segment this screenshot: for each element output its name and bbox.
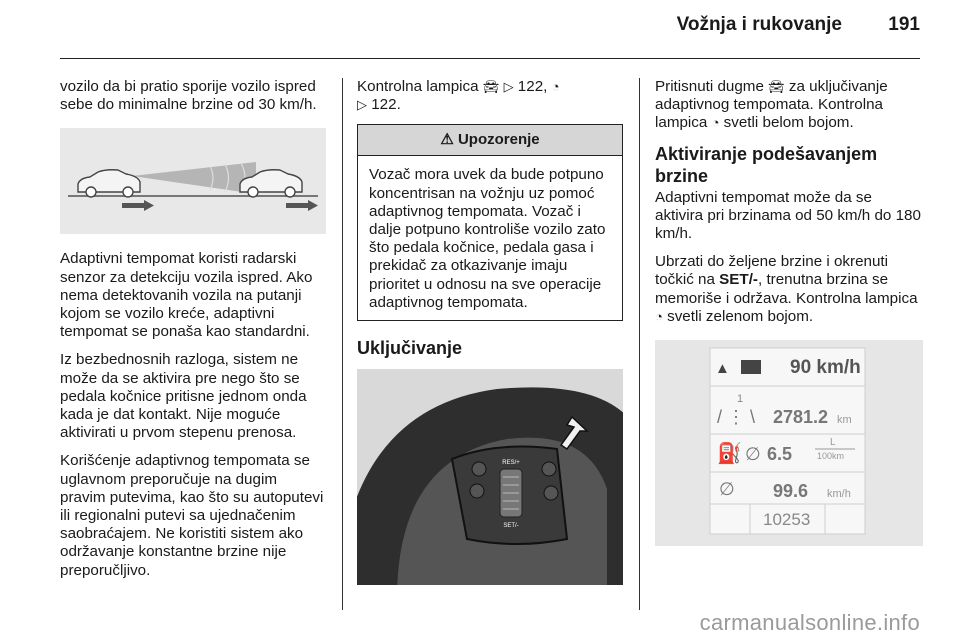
lamp-label: Kontrolna lampica [357,78,479,95]
paragraph-safety: Iz bezbednosnih razloga, sistem ne može da se aktivira pre nego što se pedala kočnice pritisne jednom onda kada je dat kontakt. Nije moguće aktivirati u prvom stepenu prenosa. [60,351,307,442]
display-odometer: 10253 [763,510,811,530]
warning-title: Upozorenje [457,131,540,149]
column-divider-right [639,78,640,610]
speedometer-lamp-icon: ◔ [551,79,560,94]
display-consumption: 6.5 [767,444,793,465]
display-cons-unit: 100km [817,451,845,462]
warning-triangle-icon: ⚠ [440,131,454,149]
column-middle [357,78,623,585]
display-trip-unit: km [837,414,852,427]
p1-text-b: za uključivanje adaptivnog tempomata. Kontrolna lampica [655,78,888,132]
display-trip-gear: 1 [737,393,744,406]
page-number: 191 [888,14,920,35]
display-cons-top: L [830,437,836,449]
page-header [0,0,960,60]
radar-illustration [60,128,326,234]
paragraph-radar: Adaptivni tempomat koristi radarski senzor za detekciju vozila ispred. Ako nema detektovanih vozila na putanji kojom se vozilo kreće, adaptivni tempomat se ponaša kao standardni. [60,250,313,341]
header-rule [60,58,920,59]
radar-distance-icon [741,360,761,374]
display-avg-unit: km/h [827,488,851,501]
display-avg-speed: 99.6 [773,481,809,502]
paragraph-intro: vozilo da bi pratio sporije vozilo ispred sebe do minimalne brzine od 30 km/h. [60,78,317,114]
section-heading-enable: Uključivanje [357,338,463,359]
wheel-set-label: SET/- [503,523,519,530]
own-car-icon [78,170,140,197]
speedometer-lamp-icon: ◔ [655,308,663,324]
page-ref-icon: ▷ [357,97,367,113]
column-divider-left [342,78,343,610]
set-label: SET/- [719,271,758,289]
driver-info-display [655,340,923,546]
paragraph-set [655,253,923,326]
speedometer-lamp-icon: ◔ [711,115,720,131]
p3-text-a: Ubrzati do željene brzine i okrenuti točkić na [655,253,888,289]
warning-header [358,125,622,156]
direction-arrow-icon [122,200,154,211]
cruise-car-icon: ▲ [715,360,730,378]
lamp-reference [357,78,623,114]
warning-body: Vozač mora uvek da bude potpuno koncentrisan na vožnju uz pomoć adaptivnog tempomata. Vozač i dalje potpuno kontroliše vozilo zato što pedala kočnice, pedala gasa i prekidač za otkazivanje imaju prioritet u odnosu na sve operacije adaptivnog tempomata. [369,166,606,311]
warning-box [357,124,623,321]
column-left [60,78,326,590]
watermark: carmanualsonline.info [699,610,920,635]
display-trip: 2781.2 [773,407,829,428]
page-ref-2[interactable]: 122. [371,96,401,114]
road-icon: / ⋮ \ [717,407,756,428]
paragraph-switch-on [655,78,923,133]
chapter-title: Vožnja i rukovanje [676,14,842,35]
cruise-button-icon: 🚘︎ [768,79,785,94]
section-heading-activate: Aktiviranje podešavanjem brzine [655,143,878,186]
display-speed: 90 km/h [790,357,861,379]
p3-text-b: , trenutna brzina se memoriše i održava. Kontrolna lampica [655,271,918,307]
paragraph-usage: Korišćenje adaptivnog tempomata se uglavnom preporučuje na dugim pravim putevima, kao što su autoputevi ili regionalni putevi sa ujednačenim saobraćajem. Ne koristiti sistem ako održavanje konstantne brzine nije preporučljivo. [60,452,324,579]
average-icon: ∅ [745,444,761,465]
paragraph-speed-range: Adaptivni tempomat može da se aktivira pri brzinama od 50 km/h do 180 km/h. [655,188,921,243]
steering-wheel-illustration [357,369,623,585]
p1-text-c: svetli belom bojom. [723,114,854,132]
direction-arrow-icon [286,200,318,211]
p1-text-a: Pritisnuti dugme [655,78,764,95]
car-lamp-icon: 🚘︎ [482,79,500,94]
page-ref-icon: ▷ [503,79,514,94]
p3-text-c: svetli zelenom bojom. [667,307,814,325]
column-right [655,78,923,546]
fuel-pump-icon: ⛽ [717,443,742,466]
wheel-res-label: RES/+ [502,460,520,467]
average-speed-icon: ∅ [719,479,735,500]
page-ref-1[interactable]: 122, [517,78,548,95]
